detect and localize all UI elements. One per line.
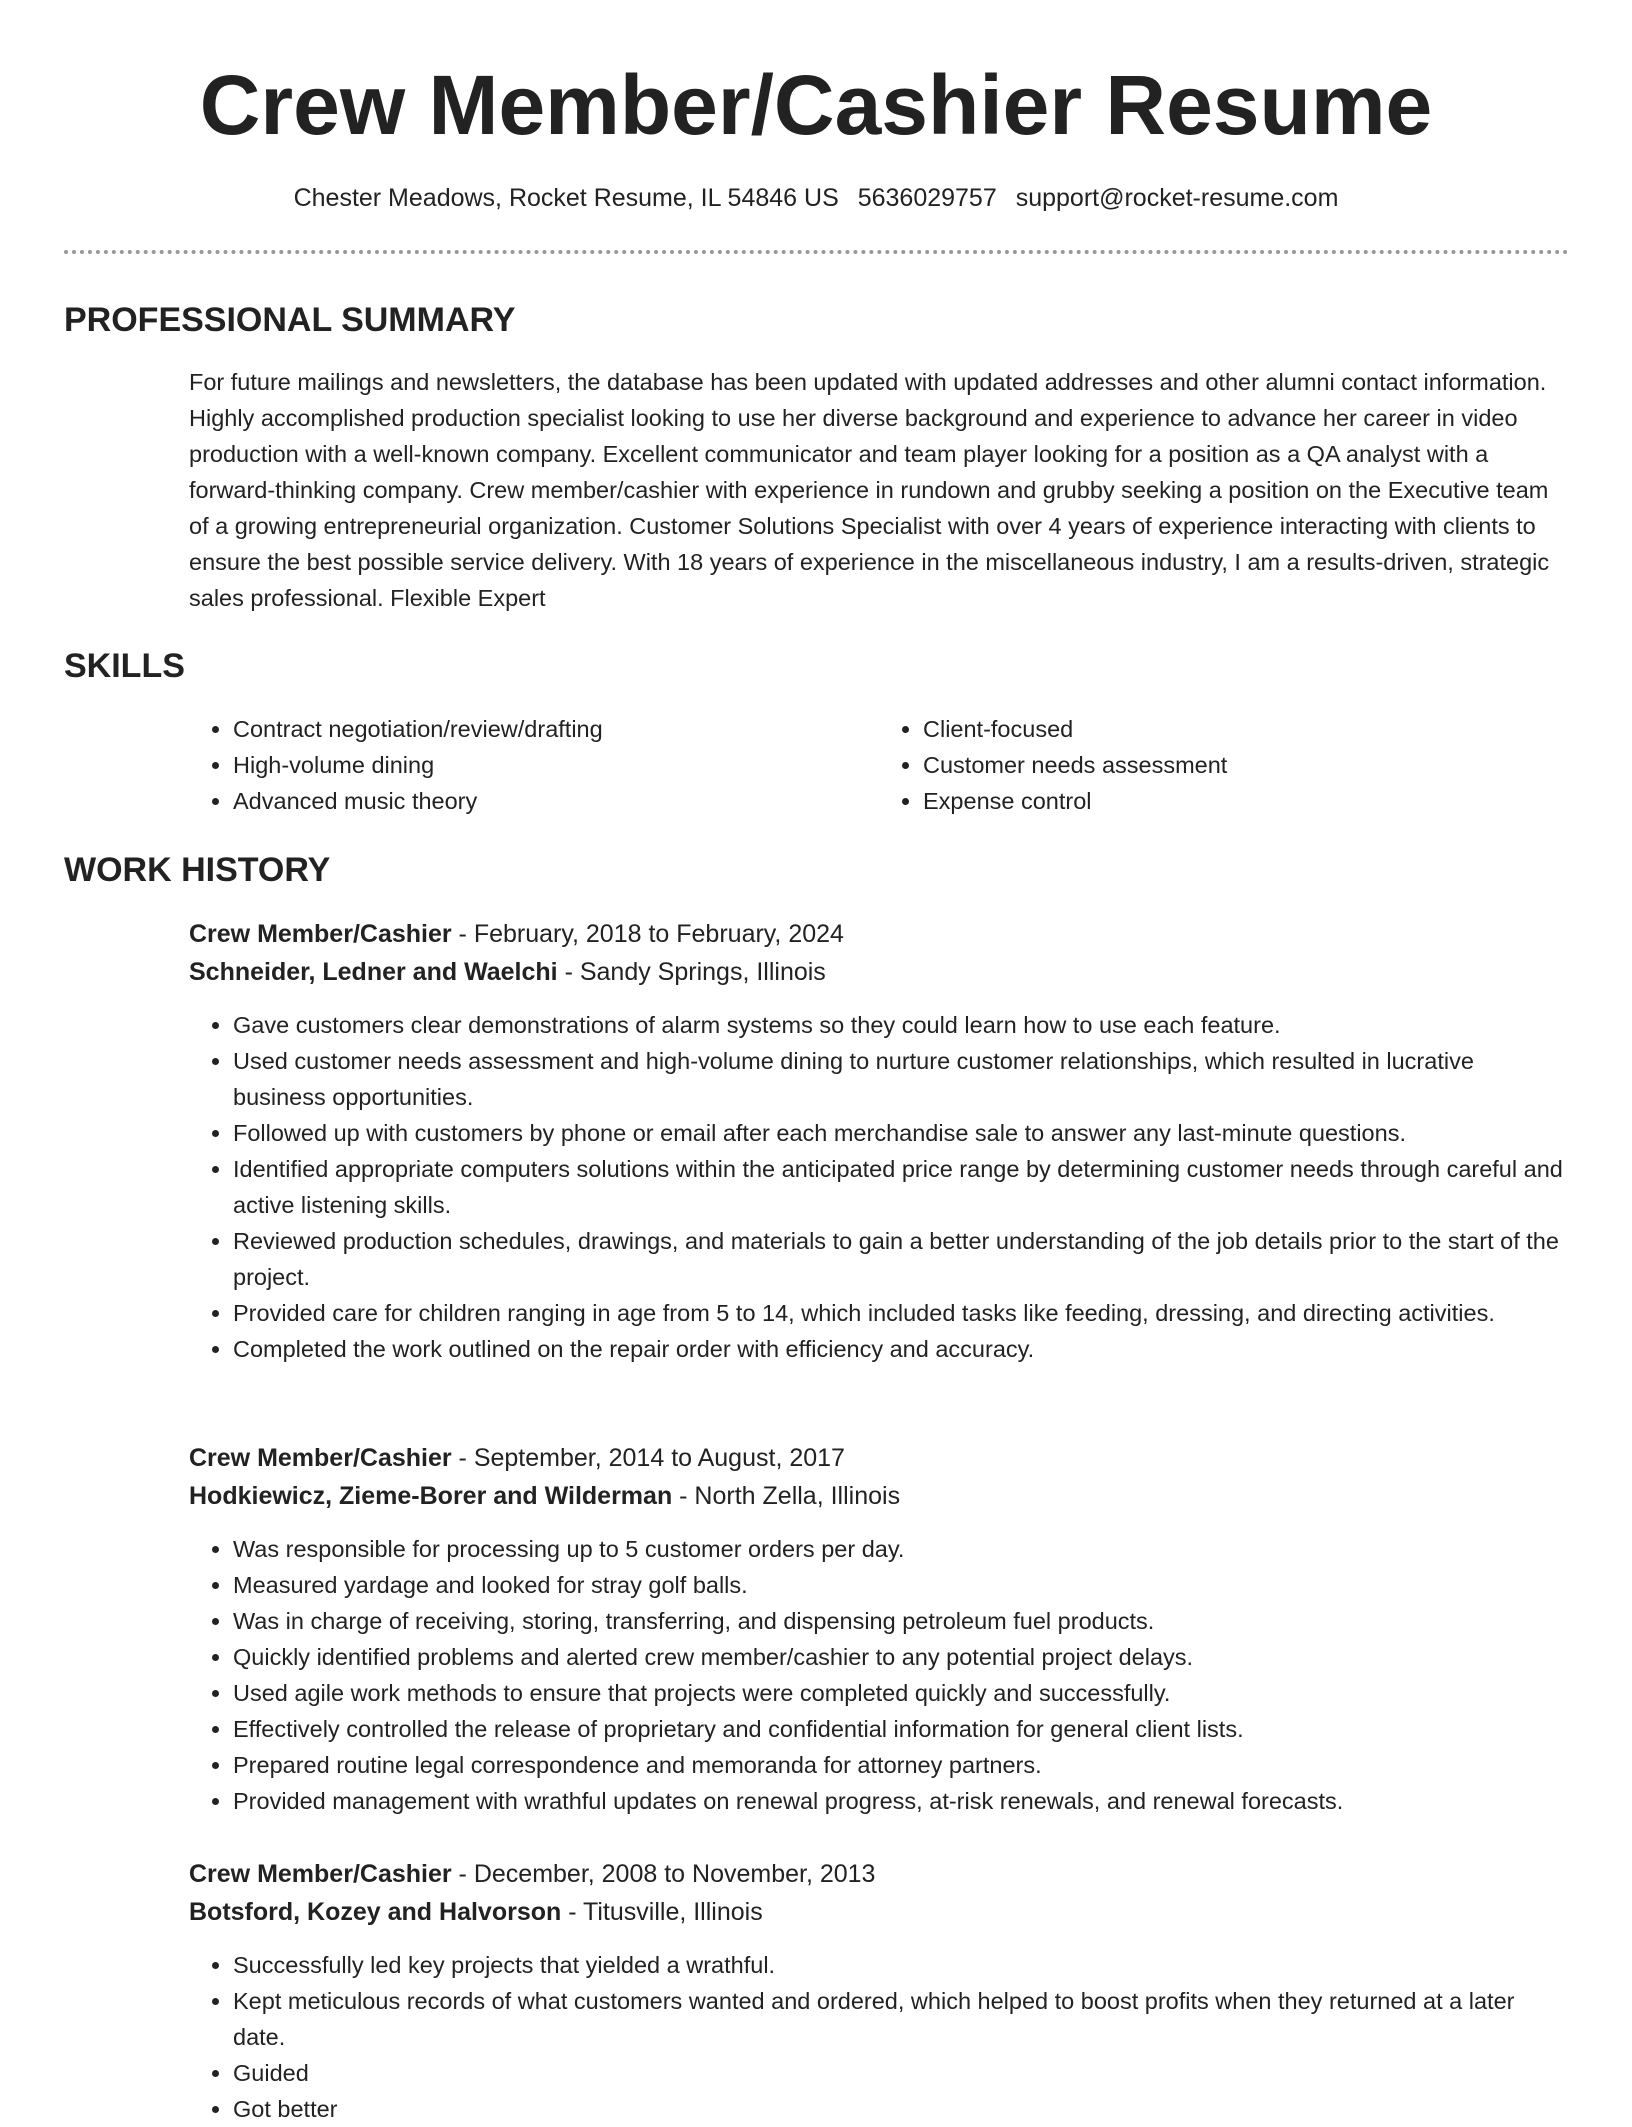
contact-address: Chester Meadows, Rocket Resume, IL 54846 US bbox=[293, 184, 839, 212]
skill-item: • High-volume dining bbox=[233, 747, 879, 783]
job-bullet: • Was responsible for processing up to 5 customer orders per day. bbox=[233, 1531, 1569, 1567]
job-bullet: • Guided bbox=[233, 2055, 1569, 2091]
section-title-work-history: WORK HISTORY bbox=[64, 851, 331, 889]
skills-column-right bbox=[879, 711, 1569, 819]
job-bullet: • Quickly identified problems and alerted crew member/cashier to any potential project delays. bbox=[233, 1639, 1569, 1675]
skill-item: • Contract negotiation/review/drafting bbox=[233, 711, 879, 747]
job-bullet: • Completed the work outlined on the repair order with efficiency and accuracy. bbox=[233, 1331, 1569, 1367]
job-bullet: • Was in charge of receiving, storing, transferring, and dispensing petroleum fuel products. bbox=[233, 1603, 1569, 1639]
job-dates: - February, 2018 to February, 2024 bbox=[451, 920, 844, 948]
job-bullet: • Used customer needs assessment and high-volume dining to nurture customer relationships, which resulted in lucrative business opportunities. bbox=[233, 1043, 1569, 1115]
skill-item: • Customer needs assessment bbox=[923, 747, 1569, 783]
job-entry bbox=[189, 1439, 1569, 1819]
job-entry bbox=[189, 1855, 1569, 2127]
job-title-line bbox=[189, 1439, 1569, 1477]
job-location: - Titusville, Illinois bbox=[561, 1898, 763, 1926]
job-dates: - December, 2008 to November, 2013 bbox=[451, 1860, 876, 1888]
job-title: Crew Member/Cashier bbox=[189, 1860, 452, 1888]
job-bullet: • Provided management with wrathful updates on renewal progress, at-risk renewals, and renewal forecasts. bbox=[233, 1783, 1569, 1819]
job-bullet: • Reviewed production schedules, drawings, and materials to gain a better understanding of the job details prior to the start of the project. bbox=[233, 1223, 1569, 1295]
header-divider bbox=[64, 250, 1569, 254]
section-title-skills: SKILLS bbox=[64, 647, 185, 685]
job-bullet: • Got better bbox=[233, 2091, 1569, 2127]
job-bullet: • Identified appropriate computers solutions within the anticipated price range by determining customer needs through careful and active listening skills. bbox=[233, 1151, 1569, 1223]
skills-list bbox=[189, 711, 1569, 819]
job-bullet: • Used agile work methods to ensure that projects were completed quickly and successfully. bbox=[233, 1675, 1569, 1711]
job-dates: - September, 2014 to August, 2017 bbox=[451, 1444, 845, 1472]
section-title-summary: PROFESSIONAL SUMMARY bbox=[64, 301, 516, 339]
job-bullet: • Measured yardage and looked for stray golf balls. bbox=[233, 1567, 1569, 1603]
job-entry bbox=[189, 915, 1569, 1367]
job-bullet: • Successfully led key projects that yielded a wrathful. bbox=[233, 1947, 1569, 1983]
contact-phone: 5636029757 bbox=[857, 184, 997, 212]
job-bullet: • Gave customers clear demonstrations of alarm systems so they could learn how to use each feature. bbox=[233, 1007, 1569, 1043]
job-bullets bbox=[189, 1007, 1569, 1367]
job-location: - Sandy Springs, Illinois bbox=[557, 958, 826, 986]
skills-column-left bbox=[189, 711, 879, 819]
summary-text: For future mailings and newsletters, the database has been updated with updated addresses and other alumni contact information. Highly accomplished production specialist looking to use her diverse background and experience to advance her career in video production with a well-known company. Excellent communicator and team player looking for a position as a QA analyst with a forward-thinking company. Crew member/cashier with experience in rundown and grubby seeking a position on the Executive team of a growing entrepreneurial organization. Customer Solutions Specialist with over 4 years of experience interacting with clients to ensure the best possible service delivery. With 18 years of experience in the miscellaneous industry, I am a results-driven, strategic sales professional. Flexible Expert bbox=[189, 369, 1550, 611]
job-bullet: • Kept meticulous records of what customers wanted and ordered, which helped to boost profits when they returned at a later date. bbox=[233, 1983, 1569, 2055]
job-bullet: • Provided care for children ranging in age from 5 to 14, which included tasks like feeding, dressing, and directing activities. bbox=[233, 1295, 1569, 1331]
contact-line bbox=[0, 178, 1632, 218]
job-company: Botsford, Kozey and Halvorson bbox=[189, 1898, 562, 1926]
job-bullet: • Effectively controlled the release of proprietary and confidential information for general client lists. bbox=[233, 1711, 1569, 1747]
job-company: Schneider, Ledner and Waelchi bbox=[189, 958, 558, 986]
skill-item: • Advanced music theory bbox=[233, 783, 879, 819]
job-company-line bbox=[189, 953, 1569, 991]
skill-item: • Client-focused bbox=[923, 711, 1569, 747]
job-company: Hodkiewicz, Zieme-Borer and Wilderman bbox=[189, 1482, 673, 1510]
job-title: Crew Member/Cashier bbox=[189, 1444, 452, 1472]
job-bullets bbox=[189, 1947, 1569, 2127]
job-title-line bbox=[189, 915, 1569, 953]
resume-title: Crew Member/Cashier Resume bbox=[199, 58, 1433, 152]
job-company-line bbox=[189, 1893, 1569, 1931]
job-location: - North Zella, Illinois bbox=[672, 1482, 901, 1510]
skill-item: • Expense control bbox=[923, 783, 1569, 819]
contact-email[interactable]: support@rocket-resume.com bbox=[1015, 184, 1339, 212]
job-bullets bbox=[189, 1531, 1569, 1819]
job-bullet: • Prepared routine legal correspondence and memoranda for attorney partners. bbox=[233, 1747, 1569, 1783]
job-title-line bbox=[189, 1855, 1569, 1893]
job-company-line bbox=[189, 1477, 1569, 1515]
job-bullet: • Followed up with customers by phone or email after each merchandise sale to answer any last-minute questions. bbox=[233, 1115, 1569, 1151]
job-title: Crew Member/Cashier bbox=[189, 920, 452, 948]
